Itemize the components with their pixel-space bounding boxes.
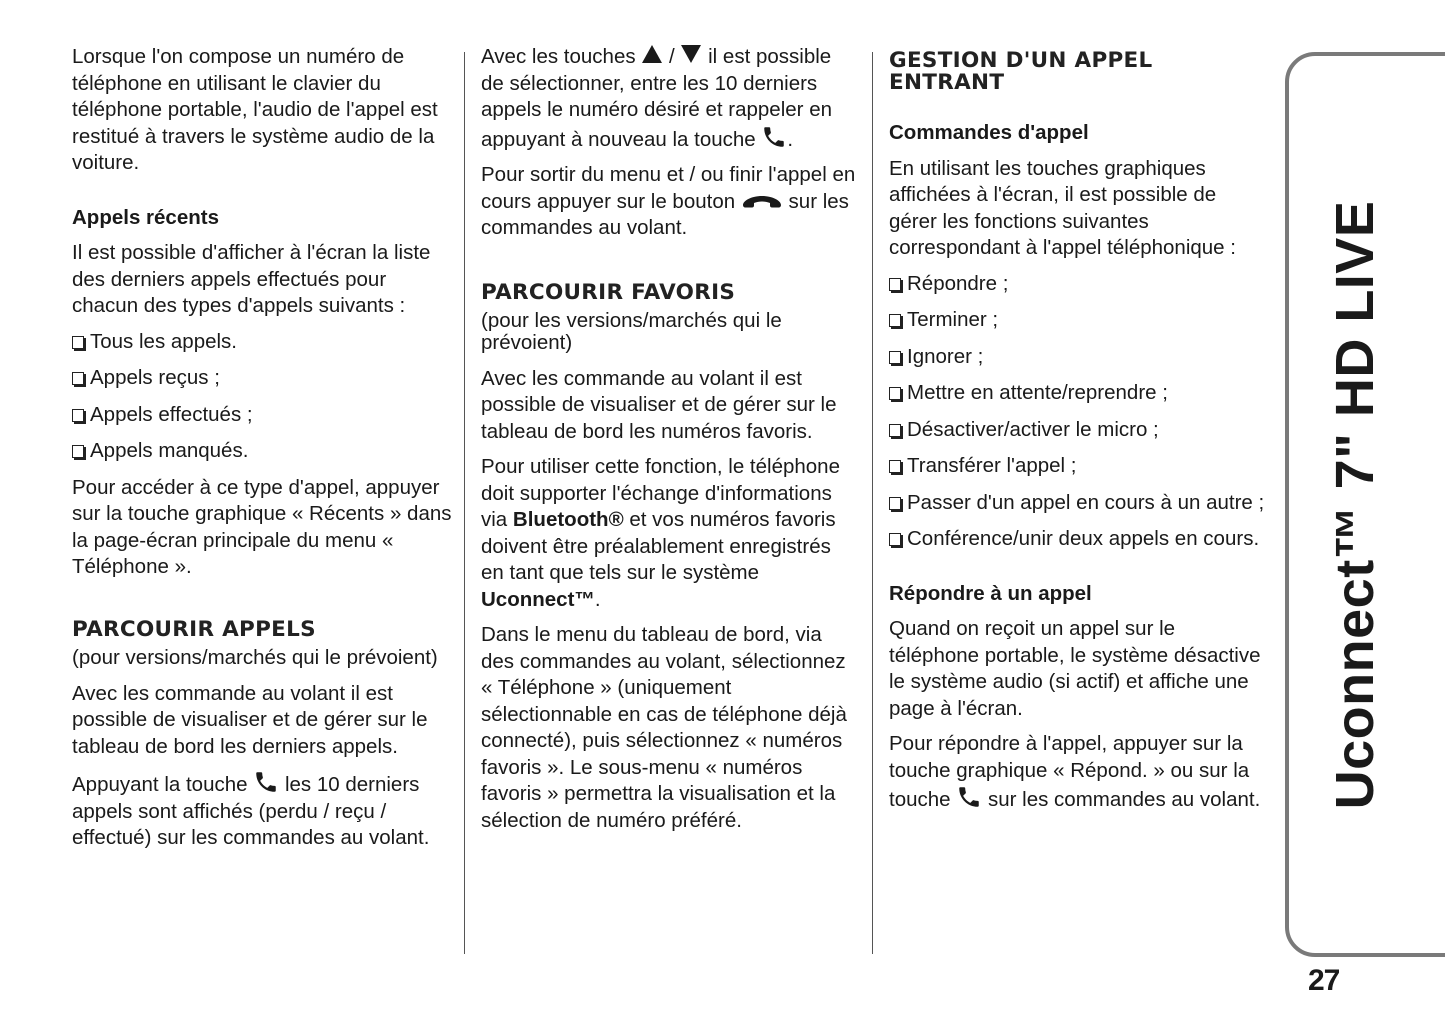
- checkbox-bullet-icon: [889, 533, 901, 546]
- usage-text: Pour utiliser cette fonction, le téléphone doit supporter l'échange d'informations via Bluetooth® et vos numéros favoris doivent être préalablement enregistrés en tant que tels sur le système Uconnect™.: [481, 455, 840, 611]
- browse-calls-subtitle: (pour versions/marchés qui le prévoient): [72, 645, 438, 669]
- checkbox-bullet-icon: [72, 409, 84, 422]
- checkbox-bullet-icon: [889, 387, 901, 400]
- browse-calls-heading: PARCOURIR APPELS: [72, 616, 316, 642]
- incoming-call-heading: GESTION D'UN APPEL ENTRANT: [889, 48, 1153, 95]
- browse-calls-text: Avec les commande au volant il est possible de visualiser et de gérer sur le tableau de bord les derniers appels.: [72, 681, 428, 758]
- list-item: Conférence/unir deux appels en cours.: [889, 526, 1267, 553]
- recent-calls-text: Il est possible d'afficher à l'écran la liste des derniers appels effectués pour chacun des types d'appels suivants :: [72, 241, 431, 317]
- phone-handset-icon: [761, 124, 787, 150]
- checkbox-bullet-icon: [889, 424, 901, 437]
- checkbox-bullet-icon: [72, 372, 84, 385]
- answer-call-text: Quand on reçoit un appel sur le téléphone portable, le système désactive le système audio (si actif) et affiche une page à l'écran.: [889, 617, 1261, 720]
- hang-up-icon: [741, 192, 783, 210]
- browse-favorites-subtitle: (pour les versions/marchés qui le prévoient): [481, 308, 782, 354]
- section-title: Uconnect™ 7" HD LIVE: [1325, 200, 1385, 810]
- checkbox-bullet-icon: [72, 336, 84, 349]
- checkbox-bullet-icon: [889, 497, 901, 510]
- call-commands-heading: Commandes d'appel: [889, 121, 1089, 144]
- list-item: Terminer ;: [889, 307, 1267, 334]
- checkbox-bullet-icon: [72, 445, 84, 458]
- column-2: [481, 44, 859, 843]
- access-text: Pour accéder à ce type d'appel, appuyer sur la touche graphique « Récents » dans la page-écran principale du menu « Téléphone ».: [72, 475, 452, 578]
- arrow-up-icon: [641, 44, 663, 64]
- list-item: Transférer l'appel ;: [889, 453, 1267, 480]
- column-3: [889, 44, 1267, 823]
- call-commands-text: En utilisant les touches graphiques affichées à l'écran, il est possible de gérer les fonctions suivantes correspondant à l'appel téléphonique :: [889, 156, 1236, 259]
- intro-paragraph: Lorsque l'on compose un numéro de téléphone en utilisant le clavier du téléphone portable, l'audio de l'appel est restitué à travers le système audio de la voiture.: [72, 45, 438, 174]
- phone-handset-icon: [956, 784, 982, 810]
- keys-text: Avec les touches / il est possible de sélectionner, entre les 10 derniers appels le numéro désiré et rappeler en appuyant à nouveau la touche .: [481, 45, 832, 151]
- recent-calls-heading: Appels récents: [72, 205, 219, 229]
- phone-handset-icon: [253, 769, 279, 795]
- menu-text: Dans le menu du tableau de bord, via des commandes au volant, sélectionnez « Téléphone » (uniquement sélectionnable en cas de téléphone déjà connecté), puis sélectionnez « numéros favoris ». Le sous-menu « numéros favoris » permettra la visualisation et la sélection de numéro préféré.: [481, 623, 847, 832]
- answer-instructions: Pour répondre à l'appel, appuyer sur la touche graphique « Répond. » ou sur la touche sur les commandes au volant.: [889, 732, 1261, 811]
- list-item: Tous les appels.: [72, 329, 454, 356]
- list-item: Appels effectués ;: [72, 402, 454, 429]
- answer-call-heading: Répondre à un appel: [889, 581, 1092, 605]
- column-divider: [464, 52, 465, 954]
- list-item: Mettre en attente/reprendre ;: [889, 380, 1267, 407]
- column-divider: [872, 52, 873, 954]
- list-item: Ignorer ;: [889, 344, 1267, 371]
- page-number: 27: [1308, 964, 1340, 997]
- press-key-text: Appuyant la touche les 10 derniers appels sont affichés (perdu / reçu / effectué) sur les commandes au volant.: [72, 769, 454, 852]
- checkbox-bullet-icon: [889, 278, 901, 291]
- list-item: Désactiver/activer le micro ;: [889, 417, 1267, 444]
- arrow-down-icon: [680, 44, 702, 64]
- exit-text: Pour sortir du menu et / ou finir l'appel en cours appuyer sur le bouton sur les commandes au volant.: [481, 163, 856, 239]
- browse-favorites-heading: PARCOURIR FAVORIS: [481, 279, 736, 305]
- list-item: Appels manqués.: [72, 438, 454, 465]
- checkbox-bullet-icon: [889, 460, 901, 473]
- favorites-text: Avec les commande au volant il est possible de visualiser et de gérer sur le tableau de bord les numéros favoris.: [481, 366, 837, 443]
- column-1: [72, 44, 454, 861]
- list-item: Répondre ;: [889, 271, 1267, 298]
- checkbox-bullet-icon: [889, 314, 901, 327]
- list-item: Appels reçus ;: [72, 365, 454, 392]
- checkbox-bullet-icon: [889, 351, 901, 364]
- list-item: Passer d'un appel en cours à un autre ;: [889, 490, 1267, 517]
